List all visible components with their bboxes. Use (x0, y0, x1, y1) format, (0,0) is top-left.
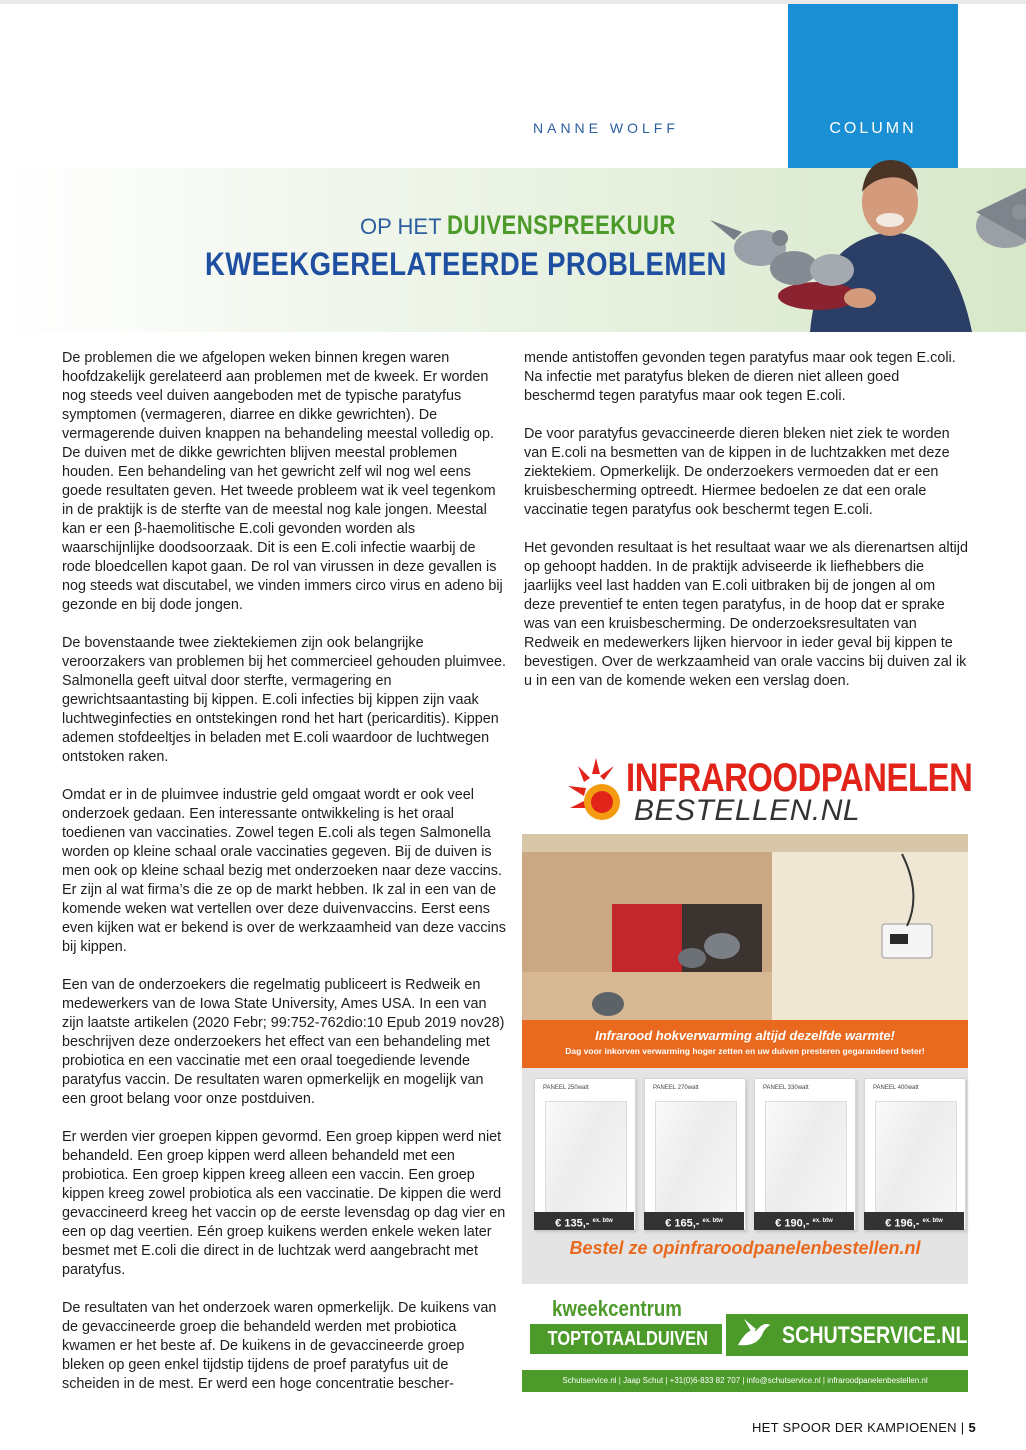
price-tag (754, 1212, 854, 1230)
price-tag (644, 1212, 744, 1230)
title-line-1 (360, 210, 726, 241)
price-value: € 190,- (775, 1217, 810, 1230)
paragraph: De voor paratyfus gevaccineerde dieren bleken niet ziek te worden van E.coli na besmetten van de kippen in de luchtzakken met deze ziektekiem. Opmerkelijk. De onderzoekers vermoeden dat er een kruisbescherming optreedt. Hiermee bedoelen ze dat een orale vaccinatie tegen paratyfus ook beschermt tegen E.coli. (524, 426, 950, 518)
product-panel[interactable] (644, 1078, 746, 1230)
title-highlight: DUIVENSPREEKUUR (447, 210, 677, 240)
paragraph: Omdat er in de pluimvee industrie geld omgaat wordt er ook veel onderzoek gedaan. Een interessante ontwikkeling is het oraal toedienen van vaccinaties. Zowel tegen E.coli als tegen Salmonella worden op kleine schaal orale vaccinaties gegeven. Bij de duiven is men ook op kleine schaal bezig met onderzoeken naar deze vaccins. Er zijn al wat firma’s die ze op de markt hebben. Ik zal in een van de komende weken wat vertellen over deze duivenvaccins. Eerst eens even kijken wat er bekend is over de werkzaamheid van deze vaccins bij kippen. (62, 787, 506, 955)
page-footer (752, 1420, 976, 1435)
schutservice-label: SCHUTSERVICE.NL (782, 1322, 968, 1349)
product-name: PANEEL 400watt (873, 1085, 919, 1091)
product-name: PANEEL 270watt (653, 1085, 699, 1091)
page-number: 5 (968, 1420, 976, 1435)
panel-image (875, 1101, 957, 1221)
panel-image (655, 1101, 737, 1221)
price-value: € 196,- (885, 1217, 920, 1230)
toptotaalduiven-label: TOPTOTAALDUIVEN (547, 1328, 708, 1350)
article-column-right (524, 349, 970, 710)
panel-image (545, 1101, 627, 1221)
product-name: PANEEL 250watt (543, 1085, 589, 1091)
paragraph: Het gevonden resultaat is het resultaat waar we als dierenartsen altijd op gehoopt hadden. In de praktijk adviseerde ik liefhebbers die jaarlijks veel last hadden van E.coli uitbraken bij de jongen al om deze preventief te enten tegen paratyfus, in de hoop dat er sprake was van een kruisbescherming. De onderzoeksresultaten van Redweik en medewerkers lijken hiervoor in ieder geval bij kippen te bevestigen. Over de werkzaamheid van orale vaccins bij duiven zal ik u in een van de komende weken een verslag doen. (524, 540, 968, 689)
product-name: PANEEL 330watt (763, 1085, 809, 1091)
ad-logo (522, 752, 973, 834)
order-link[interactable]: Bestel ze opinfraroodpanelenbestellen.nl (569, 1238, 921, 1258)
title-prefix: OP HET (360, 214, 448, 239)
ad-banner (522, 1020, 968, 1068)
price-vat: ex. btw (702, 1218, 723, 1224)
ad-headline: Infrarood hokverwarming altijd dezelfde warmte! (595, 1028, 895, 1043)
ad-subline: Dag voor inkorven verwarming hoger zetten en uw duiven presteren gegarandeerd beter! (565, 1046, 925, 1056)
panel-products (522, 1068, 968, 1284)
price-vat: ex. btw (922, 1218, 943, 1224)
author-photo (690, 120, 1026, 332)
panel-image (765, 1101, 847, 1221)
price-value: € 165,- (665, 1217, 700, 1230)
author-name: NANNE WOLFF (533, 120, 679, 136)
brand-domain: BESTELLEN.NL (634, 794, 861, 827)
magazine-name: HET SPOOR DER KAMPIOENEN | (751, 1420, 965, 1435)
schutservice-logo[interactable] (726, 1314, 968, 1356)
paragraph: mende antistoffen gevonden tegen paratyfus maar ook tegen E.coli. Na infectie met paratyfus bleken de dieren niet alleen goed beschermd tegen paratyfus maar ook tegen E.coli. (524, 350, 956, 404)
toptotaalduiven-logo (530, 1324, 722, 1354)
price-vat: ex. btw (592, 1218, 613, 1224)
paragraph: De problemen die we afgelopen weken binnen kregen waren hoofdzakelijk gerelateerd aan problemen met de kweek. Er worden nog steeds veel duiven aangeboden met de typische paratyfus symptomen (vermageren, diarree en dikke gewrichten). De vermagerende duiven knappen na behandeling meestal volledig op. De duiven met de dikke gewrichten blijven meestal problemen houden. Een behandeling van het gewricht zelf wil nog wel eens goede resultaten geven. Het tweede probleem wat ik veel tegenkom in de praktijk is de sterfte van de meestal nog kale jongen. Meestal kan er een β-haemolitische E.coli gevonden worden als waarschijnlijke doodsoorzaak. Dit is een E.coli infectie waarbij de rode bloedcellen kapot gaan. De rol van virussen in deze gevallen is nog steeds wat discutabel, we vinden immers circo virus en adeno bij gezonde en bij dode jongen. (62, 350, 503, 613)
paragraph: Er werden vier groepen kippen gevormd. Een groep kippen werd niet behandeld. Een groep kippen werd alleen behandeld met een probiotica. Een groep kippen kreeg alleen een vaccin. Een groep kippen kreeg zowel probiotica als een vaccinatie. De kippen die werd gevaccineerd kreeg het vaccin op de eerste levensdag op dag vier en een op dag veertien. Eén groep kuikens werden enkele weken later besmet met E.coli die direct in de luchtzak werd aangebracht met paratyfus. (62, 1129, 506, 1278)
sponsor-logos (522, 1284, 968, 1396)
price-tag (864, 1212, 964, 1230)
product-panel[interactable] (864, 1078, 966, 1230)
kweekcentrum-label: kweekcentrum (552, 1296, 682, 1321)
brand-name: INFRAROODPANELEN (626, 756, 973, 800)
paragraph: Een van de onderzoekers die regelmatig publiceert is Redweik en medewerkers van de Iowa State University, Ames USA. In een van zijn laatste artikelen (2020 Febr; 99:752-762dio:10 Epub 2019 nov28) beschrijven deze onderzoekers het effect van een behandeling met probiotica en een vaccinatie met een oraal toegediende levende paratyfus vaccin. De resultaten waren opmerkelijk en mogelijk van een groot belang voor onze postduiven. (62, 977, 505, 1107)
advertisement[interactable] (522, 752, 973, 1396)
loft-photo (522, 834, 968, 1020)
section-label: COLUMN (829, 120, 917, 137)
page-title: KWEEKGERELATEERDE PROBLEMEN (205, 246, 727, 282)
price-value: € 135,- (555, 1217, 590, 1230)
product-panel[interactable] (534, 1078, 636, 1230)
product-panel[interactable] (754, 1078, 856, 1230)
contact-bar: Schutservice.nl | Jaap Schut | +31(0)6-833 82 707 | info@schutservice.nl | infraroodpanelenbestellen.nl (522, 1370, 968, 1392)
paragraph: De resultaten van het onderzoek waren opmerkelijk. De kuikens van de gevaccineerde groep die behandeld werden met probiotica kwamen er het beste af. De kuikens in de gevaccineerde groep bleken op geen enkel tijdstip tijdens de proef paratyfus uit de scheiden in de mest. Er werd een hoge concentratie bescher- (62, 1300, 497, 1392)
price-tag (534, 1212, 634, 1230)
price-vat: ex. btw (812, 1218, 833, 1224)
article-column-left (62, 349, 508, 1413)
pigeon-icon (734, 1317, 774, 1353)
paragraph: De bovenstaande twee ziektekiemen zijn ook belangrijke veroorzakers van problemen bij het commercieel gehouden pluimvee. Salmonella geeft uitval door sterfte, vermagering en gewrichtsaantasting bij kippen. E.coli infecties bij kippen zijn vaak luchtweginfecties en ontstekingen rond het hart (pericarditis). Kippen ademen stofdeeltjes in beladen met E.coli waardoor de luchtwegen ontstoken raken. (62, 635, 506, 765)
